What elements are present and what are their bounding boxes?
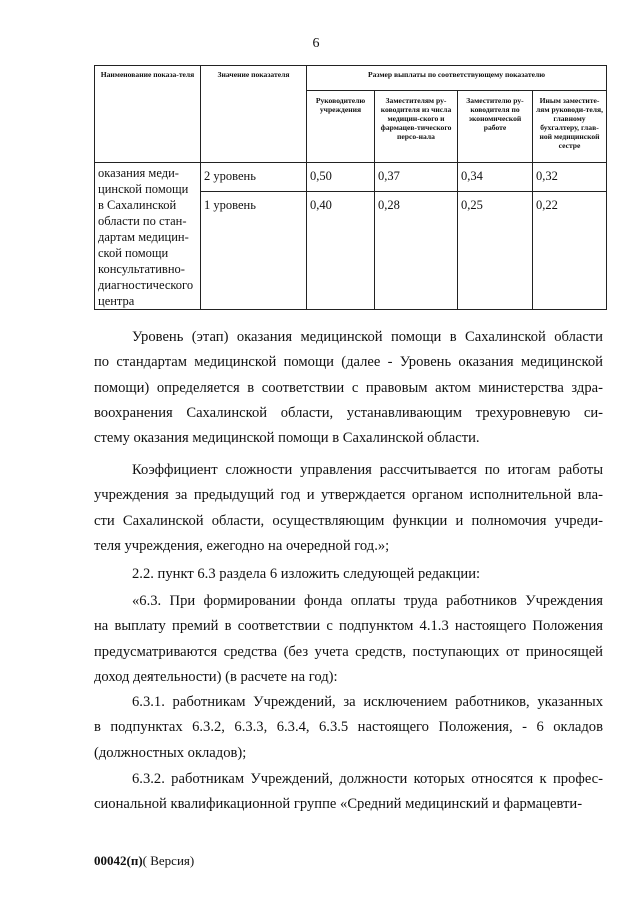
paragraph (94, 325, 603, 451)
header-payment-size: Размер выплаты по соответствующему показателю (307, 66, 607, 91)
indicator-line: ской помощи (98, 246, 169, 260)
value-cell: 0,25 (458, 191, 533, 309)
paragraph-line: теля учреждения, ежегодно на очередной год.»; (94, 537, 390, 554)
indicator-line: центра (98, 294, 135, 308)
paragraph (94, 589, 603, 690)
table-row (95, 163, 607, 192)
indicator-line: оказания меди- (98, 166, 179, 180)
subheader-medical-deputies: Заместителям ру-ководителя из числа медицин-ского и фармацев-тического персо-нала (375, 91, 458, 163)
header-indicator-value: Значение показателя (201, 66, 307, 163)
paragraph-line: стему оказания медицинской помощи в Сахалинской области. (94, 430, 480, 447)
subheader-head: Руководителю учреждения (307, 91, 375, 163)
subheader-economic-deputy: Заместителю ру-ководителя по экономической работе (458, 91, 533, 163)
paragraph-line: на выплату премий в соответствии с подпунктом 4.1.3 настоящего Положения (94, 618, 603, 635)
indicator-line: дартам медицин- (98, 230, 189, 244)
paragraph-line: 6.3.2. работникам Учреждений, должности которых относятся к профес- (132, 771, 603, 787)
level-cell: 1 уровень (201, 191, 307, 309)
payment-table (94, 65, 607, 310)
paragraph-line: в подпунктах 6.3.2, 6.3.3, 6.3.4, 6.3.5 настоящего Положения, - 6 окладов (94, 719, 603, 736)
indicator-line: области по стан- (98, 214, 187, 228)
paragraph-line: помощи) определяется в соответствии с правовым актом министерства здра- (94, 379, 603, 396)
paragraph-line: Коэффициент сложности управления рассчитывается по итогам работы (132, 462, 603, 478)
document-version: ( Версия) (142, 853, 195, 868)
indicator-line: консультативно- (98, 262, 185, 276)
paragraph (94, 767, 603, 818)
value-cell: 0,22 (533, 191, 607, 309)
page-number: 6 (312, 36, 320, 51)
paragraph-line: учреждения за предыдущий год и утверждается органом исполнительной вла- (94, 487, 603, 504)
paragraph-line: 2.2. пункт 6.3 раздела 6 изложить следующей редакции: (132, 566, 481, 582)
paragraph (94, 690, 603, 766)
paragraph-line: по стандартам медицинской помощи (далее - Уровень оказания медицинской (94, 354, 603, 371)
paragraph (94, 458, 603, 559)
value-cell: 0,28 (375, 191, 458, 309)
paragraph-line: предусматриваются средства (без учета средств, поступающих от приносящей (94, 643, 603, 660)
subheader-other-deputies: Иным заместите-лям руководи-теля, главному бухгалтеру, глав-ной медицинской сестре (533, 91, 607, 163)
paragraph-line: (должностных окладов); (94, 744, 247, 761)
paragraph-line: воохранения Сахалинской области, устанавливающим трехуровневую си- (94, 404, 603, 421)
paragraph-line: Уровень (этап) оказания медицинской помощи в Сахалинской области (132, 329, 603, 345)
level-cell: 2 уровень (201, 163, 307, 192)
paragraph (94, 562, 603, 587)
indicator-line: цинской помощи (98, 182, 189, 196)
value-cell: 0,50 (307, 163, 375, 192)
paragraph-line: «6.3. При формировании фонда оплаты труда работников Учреждения (132, 593, 603, 609)
paragraph-line: 6.3.1. работникам Учреждений, за исключением работников, указанных (132, 694, 603, 710)
indicator-name-cell (95, 163, 201, 310)
document-code: 00042(п) (94, 853, 143, 868)
value-cell: 0,32 (533, 163, 607, 192)
header-indicator-name: Наименование показа-теля (95, 66, 201, 163)
footer-code (94, 853, 194, 869)
paragraph-line: сти Сахалинской области, осуществляющим функции и полномочия учреди- (94, 512, 603, 529)
indicator-line: диагностического (98, 278, 194, 292)
paragraph-line: сиональной квалификационной группе «Средний медицинский и фармацевти- (94, 796, 583, 813)
value-cell: 0,34 (458, 163, 533, 192)
value-cell: 0,40 (307, 191, 375, 309)
indicator-line: в Сахалинской (98, 198, 177, 212)
value-cell: 0,37 (375, 163, 458, 192)
paragraph-line: доход деятельности) (в расчете на год): (94, 668, 338, 685)
